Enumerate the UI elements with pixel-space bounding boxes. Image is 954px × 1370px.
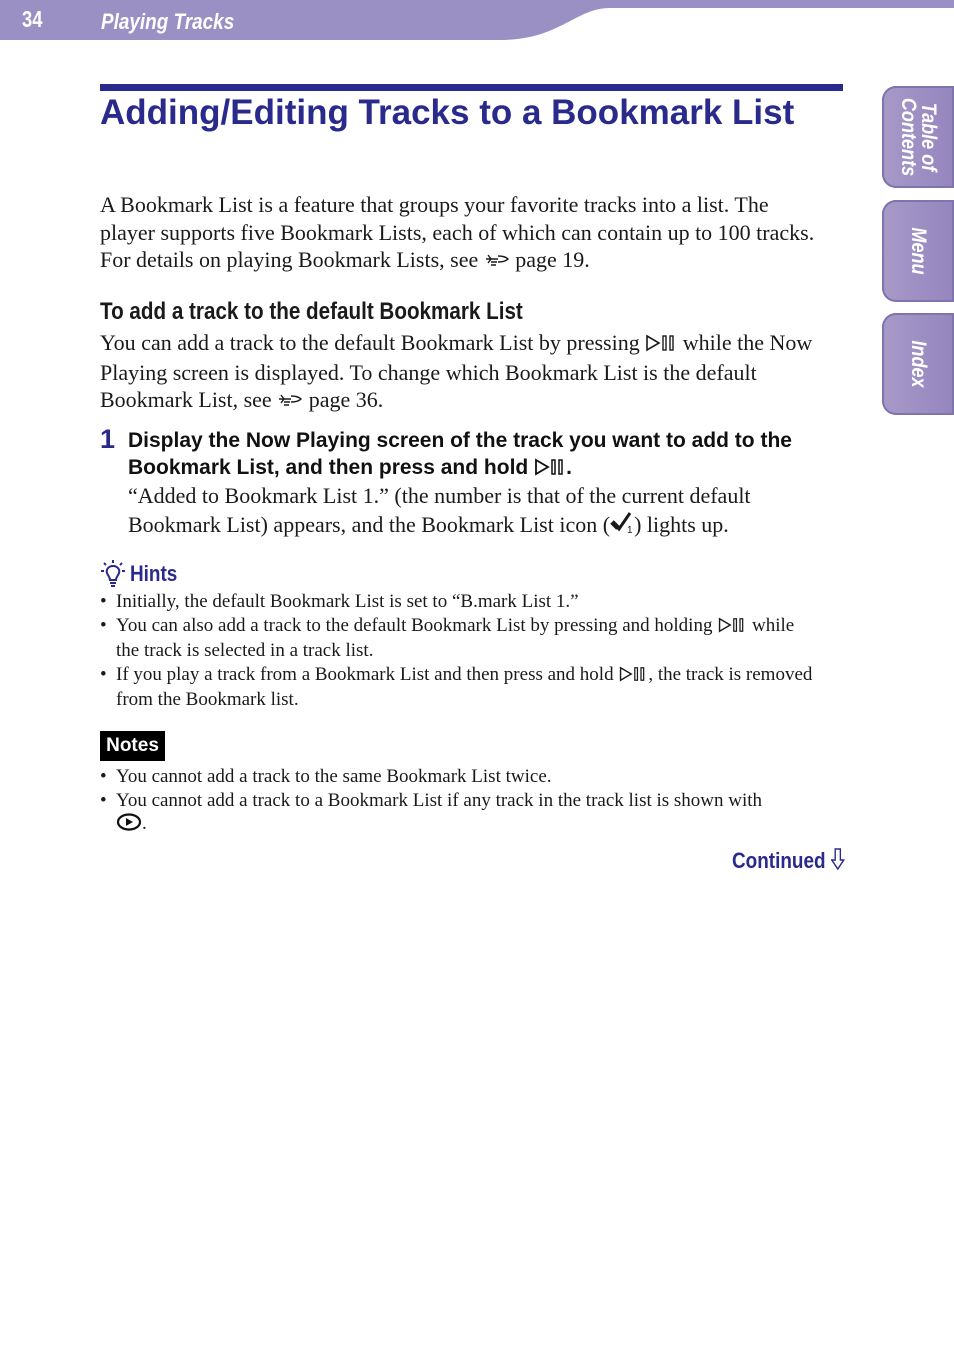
pointing-hand-icon bbox=[484, 248, 510, 276]
play-circle-icon bbox=[116, 813, 142, 838]
intro-paragraph bbox=[100, 191, 825, 276]
svg-text:1: 1 bbox=[627, 524, 633, 534]
play-pause-icon bbox=[534, 456, 566, 483]
section-title: Playing Tracks bbox=[101, 9, 235, 34]
bookmark-list-icon bbox=[610, 510, 634, 541]
step-instruction bbox=[128, 427, 848, 483]
page-19-link[interactable]: page 19. bbox=[515, 247, 590, 272]
pointing-hand-icon bbox=[277, 388, 303, 416]
intro-text: A Bookmark List is a feature that groups your favorite tracks into a list. The player supports five Bookmark Lists, each of which can contain up to 100 tracks. For details on playing Bookmark Lists, see bbox=[100, 192, 815, 272]
list-item: • Initially, the default Bookmark List is set to “B.mark List 1.” bbox=[100, 591, 579, 612]
step-desc-a: “Added to Bookmark List 1.” (the number is that of the current default Bookmark List) appears, and the Bookmark List icon ( bbox=[128, 483, 751, 537]
tab-menu[interactable]: Menu bbox=[882, 200, 954, 302]
lightbulb-icon bbox=[100, 559, 126, 592]
step-text-end: . bbox=[566, 456, 572, 479]
page-title: Adding/Editing Tracks to a Bookmark List bbox=[100, 93, 795, 132]
notes-list bbox=[100, 765, 820, 838]
section-text-a: You can add a track to the default Bookmark List by pressing bbox=[100, 330, 640, 355]
list-item: • If you play a track from a Bookmark List and then press and hold , the track is removed from the Bookmark list. bbox=[100, 663, 813, 710]
continued-link[interactable]: Continued bbox=[732, 848, 845, 876]
list-item: • You cannot add a track to a Bookmark List if any track in the track list is shown with . bbox=[100, 789, 820, 838]
hints-list bbox=[100, 590, 820, 712]
play-pause-icon bbox=[645, 331, 677, 359]
tab-index[interactable]: Index bbox=[882, 313, 954, 415]
list-item: • You cannot add a track to the same Bookmark List twice. bbox=[100, 766, 552, 787]
section-paragraph bbox=[100, 329, 825, 416]
step-description bbox=[128, 482, 828, 540]
page-number: 34 bbox=[22, 6, 43, 32]
notes-badge: Notes bbox=[100, 731, 165, 761]
page-36-link[interactable]: page 36. bbox=[308, 387, 384, 412]
title-rule bbox=[100, 84, 843, 91]
arrow-down-icon bbox=[831, 848, 845, 876]
step-text: Display the Now Playing screen of the track you want to add to the Bookmark List, and then press and hold bbox=[128, 429, 792, 479]
section-heading: To add a track to the default Bookmark List bbox=[100, 298, 523, 325]
hints-title: Hints bbox=[130, 561, 178, 586]
step-desc-b: ) lights up. bbox=[634, 511, 729, 537]
section-text-b: while the Now Playing screen is displayed. To change which Bookmark List is the default Bookmark List, see bbox=[100, 330, 813, 412]
play-pause-icon bbox=[717, 616, 747, 640]
step-number: 1 bbox=[100, 424, 116, 454]
tab-table-of-contents[interactable]: Table of Contents bbox=[882, 86, 954, 188]
list-item: • You can also add a track to the default Bookmark List by pressing and holding while the track is selected in a track list. bbox=[100, 614, 795, 661]
play-pause-icon bbox=[618, 665, 648, 689]
